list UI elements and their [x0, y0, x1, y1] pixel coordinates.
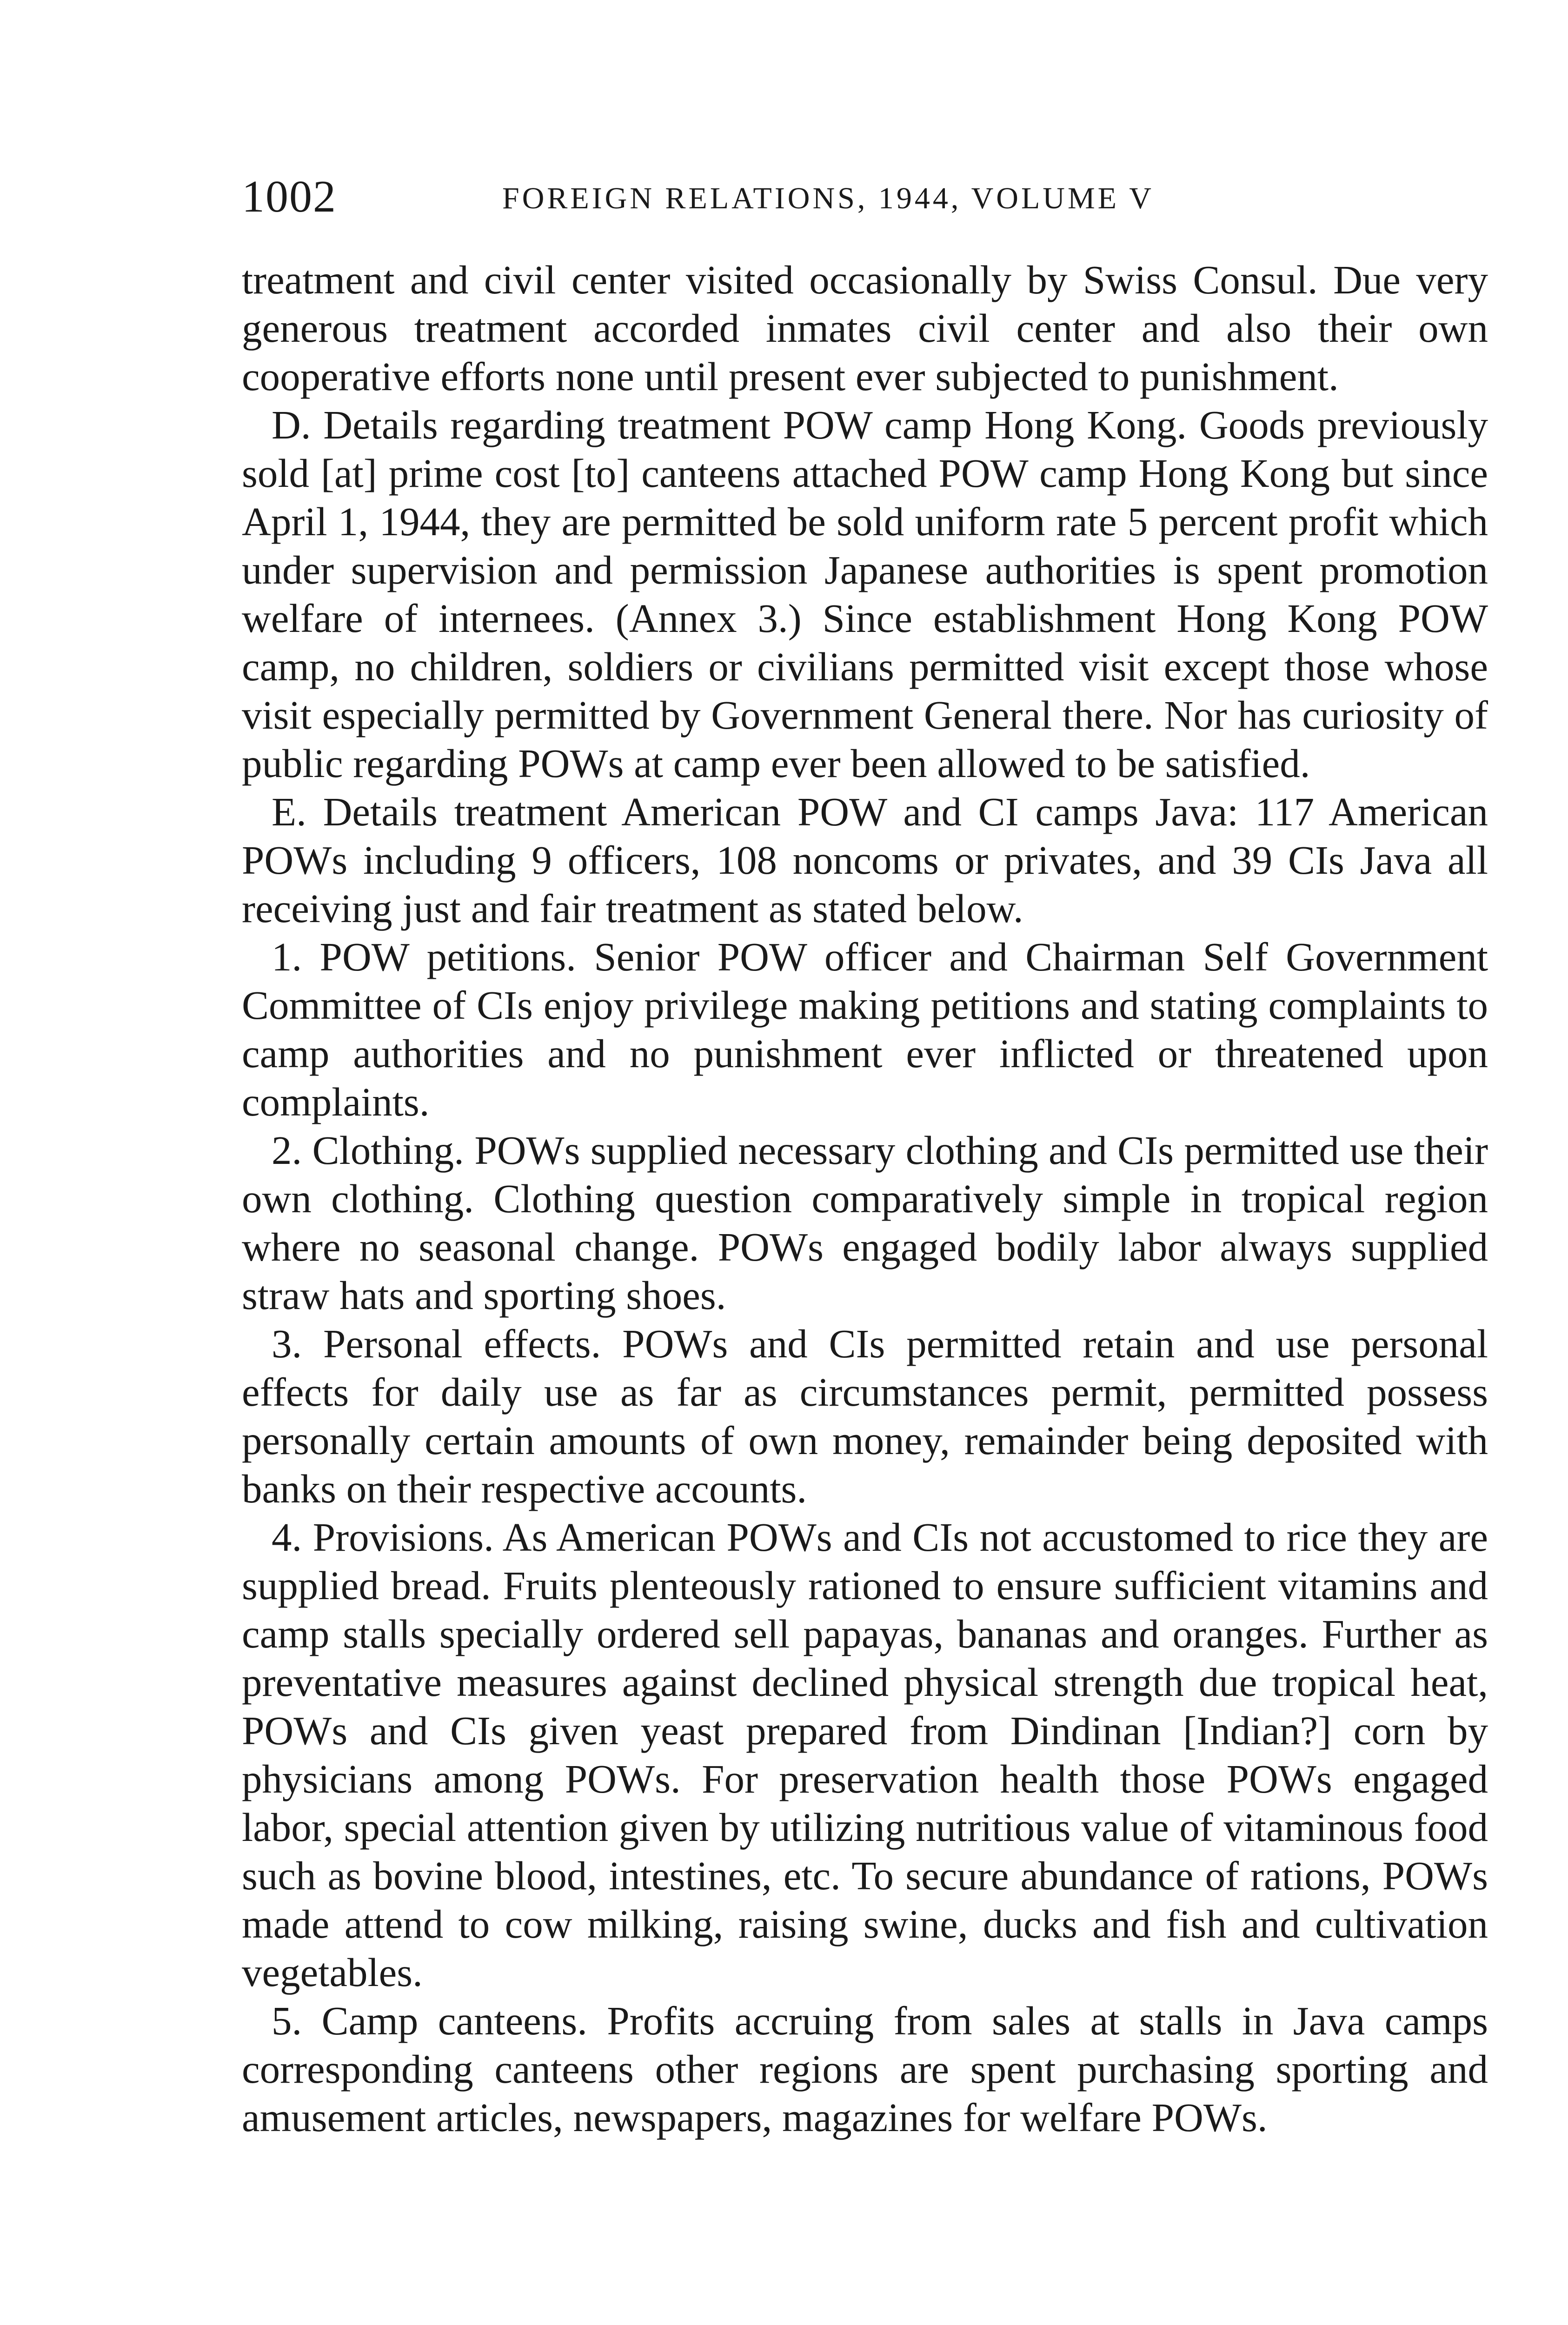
- paragraph-personal-effects: 3. Personal effects. POWs and CIs permitted retain and use personal effects for daily use as far as circumstances permit, permitted possess personally certain amounts of own money, remainder being deposited with banks on their respective accounts.: [242, 1321, 1488, 1511]
- paragraph-section-d: D. Details regarding treatment POW camp Hong Kong. Goods previously sold [at] prime cost [to] canteens attached POW camp Hong Kong but since April 1, 1944, they are permitted be sold uniform rate 5 percent profit which under supervision and permission Japanese authorities is spent promotion welfare of internees. (Annex 3.) Since establishment Hong Kong POW camp, no children, soldiers or civilians permitted visit except those whose visit especially permitted by Government General there. Nor has curiosity of public regarding POWs at camp ever been allowed to be satisfied.: [242, 402, 1488, 786]
- running-head: [242, 166, 1488, 227]
- page-number: 1002: [242, 172, 337, 222]
- paragraph-camp-canteens: 5. Camp canteens. Profits accruing from sales at stalls in Java camps corresponding canteens other regions are spent purchasing sporting and amusement articles, newspapers, magazines for welfare POWs.: [242, 1998, 1488, 2140]
- paragraph-section-e: E. Details treatment American POW and CI camps Java: 117 American POWs including 9 officers, 108 noncoms or privates, and 39 CIs Java all receiving just and fair treatment as stated below.: [242, 789, 1488, 931]
- paragraph-provisions: 4. Provisions. As American POWs and CIs not accustomed to rice they are supplied bread. Fruits plenteously rationed to ensure sufficient vitamins and camp stalls specially ordered sell papayas, bananas and oranges. Further as preventative measures against declined physical strength due tropical heat, POWs and CIs given yeast prepared from Dindinan [Indian?] corn by physicians among POWs. For preservation health those POWs engaged labor, special attention given by utilizing nutritious value of vitaminous food such as bovine blood, intestines, etc. To secure abundance of rations, POWs made attend to cow milking, raising swine, ducks and fish and cultivation vegetables.: [242, 1515, 1488, 1995]
- paragraph-continuation: treatment and civil center visited occasionally by Swiss Consul. Due very generous treatment accorded inmates civil center and also their own cooperative efforts none until present ever subjected to punishment.: [242, 257, 1488, 399]
- paragraph-pow-petitions: 1. POW petitions. Senior POW officer and Chairman Self Government Committee of CIs enjoy privilege making petitions and stating complaints to camp authorities and no punishment ever inflicted or threatened upon complaints.: [242, 934, 1488, 1124]
- body-text: [242, 256, 1488, 2142]
- running-title: FOREIGN RELATIONS, 1944, VOLUME V: [502, 181, 1154, 215]
- paragraph-clothing: 2. Clothing. POWs supplied necessary clothing and CIs permitted use their own clothing. Clothing question comparatively simple in tropical region where no seasonal change. POWs engaged bodily labor always supplied straw hats and sporting shoes.: [242, 1128, 1488, 1318]
